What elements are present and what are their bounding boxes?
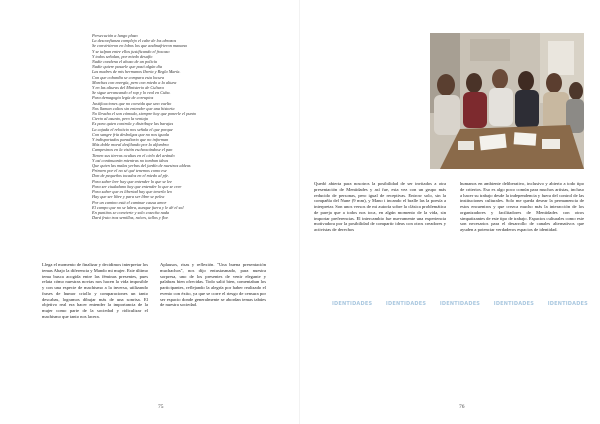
poem-line: Campesinos en la visión escheacándose el pan (92, 147, 173, 153)
poem-line: Para saber leer hay que entender lo que se lee (92, 178, 173, 184)
poem-line: Tienen sus tierras ocultas en el cielo del arándo (92, 152, 175, 158)
poem-line: Y se talpan entre ellos justificando el fracaso (92, 48, 170, 54)
poem-line: Las madres de mis hermanos Iberia y Regla María. (92, 69, 181, 75)
group-photo-illustration (430, 33, 584, 169)
poem-line: Nadie condena el abuso de un policía (92, 59, 157, 65)
poem-line: No llevaba el son cómoda, siempre hay que ponerle el punto (92, 111, 197, 117)
identidades-logo: IDENTIDADES (493, 301, 535, 307)
identidades-logo-strip (332, 301, 588, 307)
right-body-column-2: humanos en ambiente deliberativo, inclusivo y abierto a todo tipo de criterios. Eso es algo poco común para muchos artistas, incluso a hacer su trabajo desde la independencia y fuera del control de las instituciones culturales. Solo me queda desear la permanencia de estos encuentros y que crezca mucho más la interacción de los organizadores y facilitadores de Mentidades con otros simpatizantes de este tipo de trabajo. Espacios culturales como este son necesarios para el desarrollo de canales alternativos que ayuden a potenciar verdaderos espacios de identidad. (460, 181, 584, 232)
poem-line: Justificaciones que no convida que uno vuelto (92, 100, 172, 106)
poem-line: Don de pequeños tocados en el miedo al pfe. (92, 173, 169, 179)
poem-line: Nadie quiere pasarle que pasó algún día (92, 64, 163, 70)
poem-line: Por un camino está el caminar causa amor (92, 199, 167, 205)
poem-line: Marchas con energía, pero con miedo a la altura (92, 79, 177, 85)
poem-line: Pura demagogia legía de corruptos (92, 95, 154, 101)
poem-line: Más doble moral desfilando por la alfombra (92, 142, 169, 148)
poem-line: Con sangre fría desbolgas que no nos iguala (92, 131, 170, 137)
poem-line: Y indisportados paradiario que no informan (92, 137, 169, 143)
poem-line: Nos llaman cultos sin entender que una historia (92, 105, 175, 111)
identidades-logo: IDENTIDADES (547, 301, 588, 307)
identidades-logo: IDENTIDADES (439, 301, 481, 307)
poem-line: El campo que no se labra, aunque fuera y le dé el sol (92, 204, 184, 210)
poem-line: Es para quien controla y distribuye las barajas (92, 121, 174, 127)
group-photo (430, 33, 584, 169)
poem-line: Persecución a lungo plazo (92, 33, 138, 38)
poem-block (92, 33, 292, 220)
poem-line: Y todos señalan, por miedo desafío (92, 53, 153, 59)
poem-line: Primero por el no sé qué tenemos como ese (92, 168, 167, 174)
identidades-logo: IDENTIDADES (385, 301, 427, 307)
poem-line: La cajada el reloticio nos señala el que porque (92, 126, 173, 132)
poem-line: Hay que ser libre y para ser libre se pelea (92, 194, 165, 200)
left-body-column-2: Aplausos, risas y reflexión. "Una buena presentación muchachos", nos dijo entusiasmado, para nuestra sorpresa, uno de los presentes de venir elegante y palabras bien ofrecidas. Todo salió bien, comentaban los participantes, reflejando la alegría por haber realizado el evento con éxito, ya que se corre el riesgo de censura por ser espacio donde generalmente se abordan temas tabúes de nuestra sociedad. (160, 262, 266, 308)
poem-line: Que quien las malas yerbas del jardín de nuestras aldeas (92, 163, 191, 169)
identidades-logo: IDENTIDADES (332, 301, 373, 307)
left-body-column-1: Llega el momento de finalizar y decidimos interpretar los temas Abajo la diferencia y Mando mi mujer. Este último tema busca acogida entre las féminas presentes, pues relata cómo nuestras novias nos hacen la vida imposible y con una especie de machismo a la inversa, utilizando frases de humor criollo y comparaciones un tanto descabas, logramos dibujar más de una sonrisa. El objetivo real era hacer entender la importancia de la mujer como parte de la sociedad y ridiculizar el machismo que tanto nos lacera. (42, 262, 148, 319)
poem-line: Dará fruto tras semillas, raíces, tallos y flor. (92, 215, 169, 221)
poem-line: Se convirtieron en lobos los que andinafrieron manana (92, 43, 187, 49)
poem-line: La desconfianza complejo el cabe de los abrazos (92, 38, 177, 44)
poem-line: Y así continuarán mientras no tomban ideas (92, 157, 169, 163)
poem-line: Para ser ciudadano hay que entender lo que se cree (92, 183, 182, 189)
poem-line: Cierto al asunto, pero la ventaja (92, 116, 148, 122)
right-page (300, 0, 600, 424)
poem-line: Para saber que es libertad hay que tenerla leo (92, 189, 172, 195)
poem-line: Se sigue arrancando el rap y lo real en Cuba. (92, 90, 171, 96)
left-page-number: 75 (158, 404, 164, 410)
poem-line: Y en las alturas del Ministerio de Cultura (92, 85, 164, 91)
right-body-column-1: Quedó abierta para nosotros la posibilidad de ser invitados a otra presentación de Mentidades y así fue, esta vez con un grupo más reducido de personas, pero igual de receptivas. Entrow solo, sin la compañía del Nune (9 mm), y Mano i incando el bralle las la poesía a interpretar. Son unos versos de mi autoría sobre la clásica problemática de pareja que a todos nos toca, en algún momento de la vida, sin importar preferencias. El intercambio fue nuevamente una experiencia motivadora por la posibilidad de compartir ideas con otros creadores y activistas de derechos (314, 181, 446, 232)
right-page-number: 76 (459, 404, 465, 410)
poem-line: En puntitos se convierte y solo cosecha nada (92, 209, 170, 215)
poem-line: Con que cobardía se compara esta locura (92, 74, 165, 80)
